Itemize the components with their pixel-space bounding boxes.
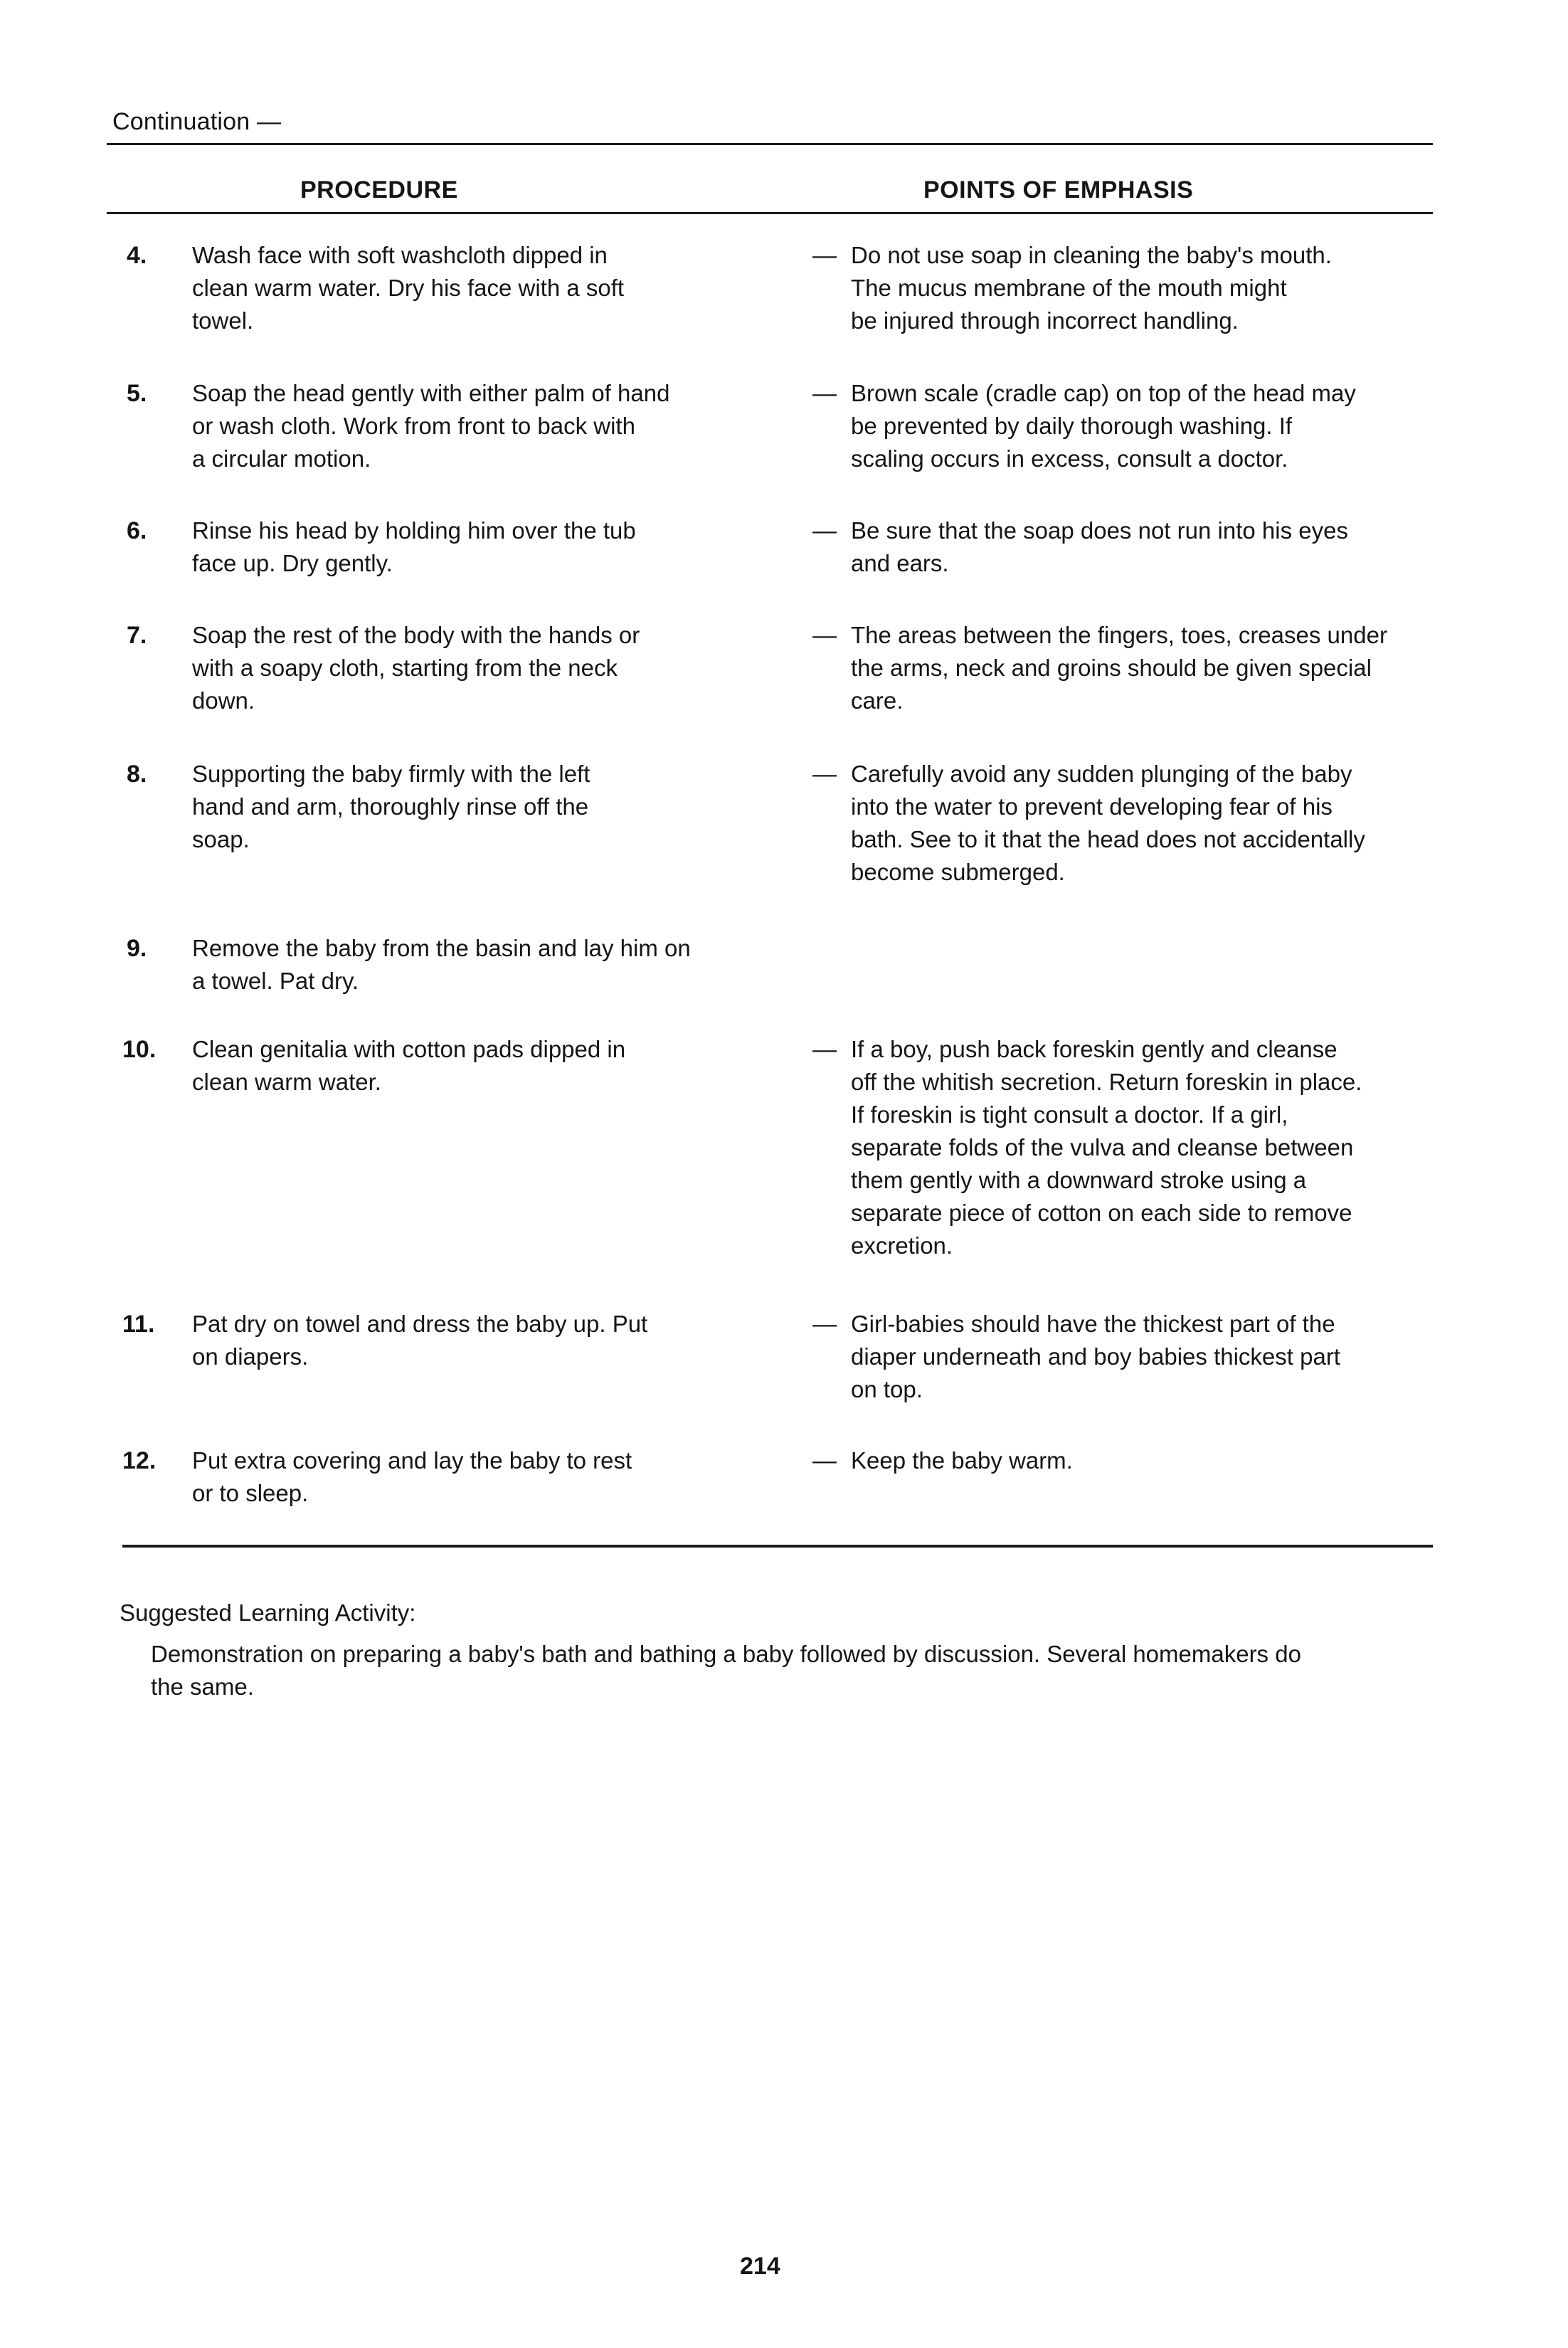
emphasis-dash: — (812, 517, 837, 544)
step-number: 4. (127, 242, 147, 269)
bottom-rule (122, 1545, 1433, 1548)
emphasis-dash: — (812, 1447, 837, 1474)
procedure-text: Remove the baby from the basin and lay him on a towel. Pat dry. (192, 935, 691, 994)
step-number: 7. (127, 622, 147, 649)
emphasis-dash: — (812, 761, 837, 788)
procedure-text: Wash face with soft washcloth dipped in clean warm water. Dry his face with a soft towel. (192, 242, 625, 334)
top-rule (107, 143, 1433, 145)
emphasis-dash: — (812, 380, 837, 407)
emphasis-dash: — (812, 242, 837, 269)
emphasis-text: If a boy, push back foreskin gently and cleanse off the whitish secretion. Return foreskin in place. If foreskin is tight consult a doctor. If a girl, separate folds of the vulva and cleanse between them gently with a downward stroke using a separate piece of cotton on each side to remove excretion. (851, 1036, 1362, 1259)
procedure-text: Put extra covering and lay the baby to rest or to sleep. (192, 1447, 632, 1506)
emphasis-dash: — (812, 622, 837, 649)
suggested-activity-label: Suggested Learning Activity: (120, 1599, 416, 1626)
emphasis-text: Be sure that the soap does not run into his eyes and ears. (851, 517, 1348, 576)
step-number: 8. (127, 761, 147, 788)
page-number: 214 (740, 2253, 780, 2280)
procedure-text: Rinse his head by holding him over the tub face up. Dry gently. (192, 517, 636, 576)
step-number: 12. (122, 1447, 157, 1474)
continuation-label: Continuation — (112, 108, 282, 135)
emphasis-text: Girl-babies should have the thickest part of the diaper underneath and boy babies thickest part on top. (851, 1311, 1340, 1402)
step-number: 6. (127, 517, 147, 544)
procedure-heading: PROCEDURE (300, 176, 458, 203)
procedure-text: Supporting the baby firmly with the left hand and arm, thoroughly rinse off the soap. (192, 761, 590, 852)
emphasis-text: Brown scale (cradle cap) on top of the head may be prevented by daily thorough washing. If scaling occurs in excess, consult a doctor. (851, 380, 1356, 472)
emphasis-dash: — (812, 1311, 837, 1338)
step-number: 5. (127, 380, 147, 407)
step-number: 11. (122, 1311, 155, 1338)
procedure-text: Clean genitalia with cotton pads dipped in clean warm water. (192, 1036, 626, 1095)
emphasis-text: Keep the baby warm. (851, 1447, 1073, 1474)
step-number: 10. (122, 1036, 157, 1063)
procedure-text: Pat dry on towel and dress the baby up. Put on diapers. (192, 1311, 648, 1370)
step-number: 9. (127, 935, 147, 962)
emphasis-heading: POINTS OF EMPHASIS (923, 176, 1194, 203)
emphasis-text: The areas between the fingers, toes, creases under the arms, neck and groins should be given special care. (851, 622, 1387, 714)
header-rule (107, 212, 1433, 214)
procedure-text: Soap the rest of the body with the hands or with a soapy cloth, starting from the neck down. (192, 622, 640, 714)
suggested-activity-text: Demonstration on preparing a baby's bath and bathing a baby followed by discussion. Several homemakers do the same. (151, 1641, 1301, 1700)
emphasis-text: Carefully avoid any sudden plunging of the baby into the water to prevent developing fear of his bath. See to it that the head does not accidentally become submerged. (851, 761, 1365, 885)
procedure-text: Soap the head gently with either palm of hand or wash cloth. Work from front to back with a circular motion. (192, 380, 670, 472)
emphasis-dash: — (812, 1036, 837, 1063)
emphasis-text: Do not use soap in cleaning the baby's mouth. The mucus membrane of the mouth might be injured through incorrect handling. (851, 242, 1332, 334)
